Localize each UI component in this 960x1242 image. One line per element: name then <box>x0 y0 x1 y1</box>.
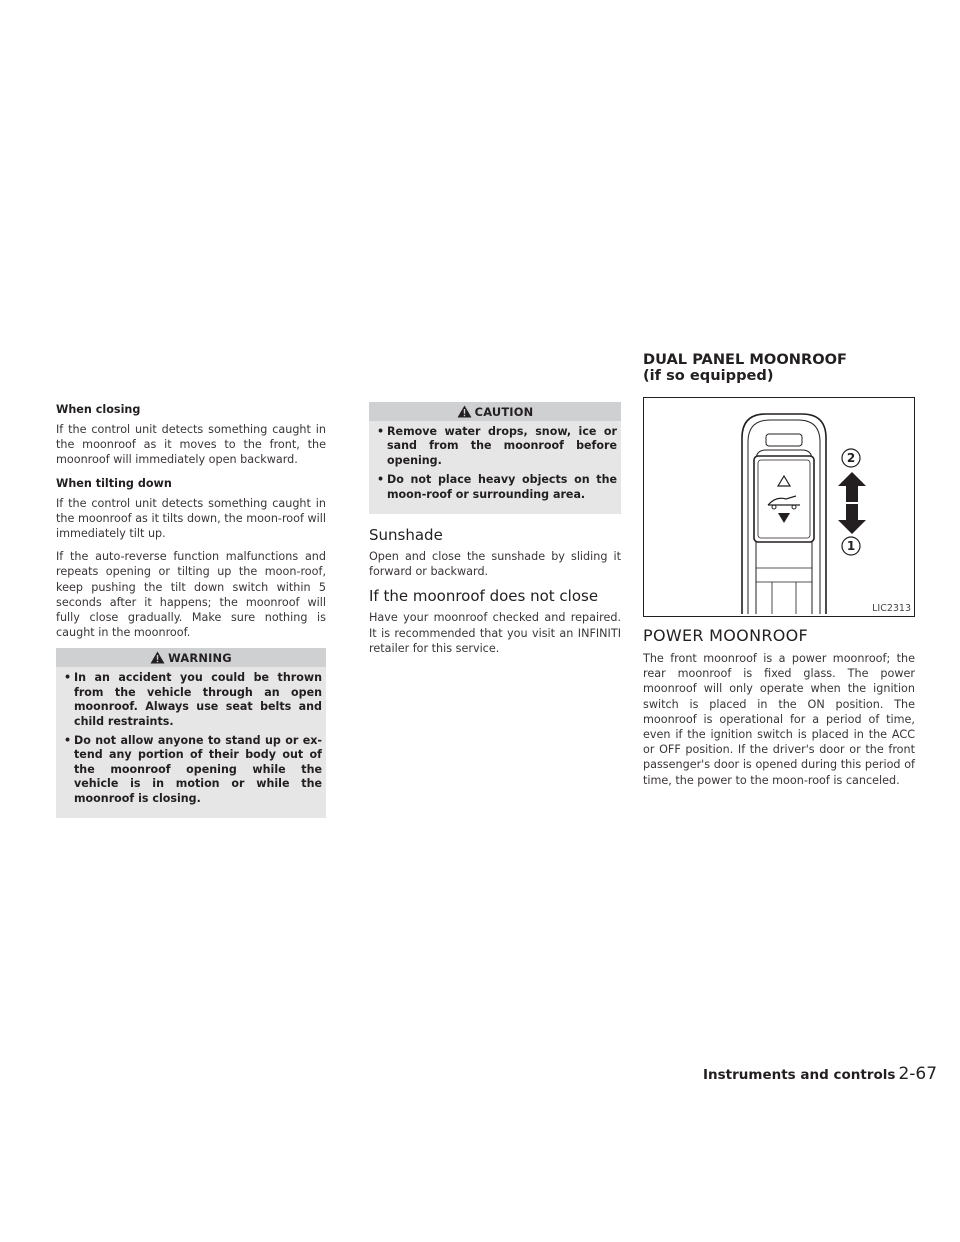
warning-title: WARNING <box>168 650 232 665</box>
sunshade-heading: Sunshade <box>369 526 443 545</box>
caution-header <box>369 402 621 421</box>
warning-item: • In an accident you could be thrown from the vehicle through an open moonroof. Always use seat belts and child restraints. <box>64 671 322 728</box>
middle-column <box>369 402 621 664</box>
power-moonroof-heading: POWER MOONROOF <box>643 626 809 645</box>
page-number: 2-67 <box>898 1064 938 1084</box>
auto-reverse-text: If the auto-reverse function malfunctions and repeats opening or tilting up the moon-roof, keep pushing the tilt down switch within 5 seconds after it happens; the moonroof will fully close gradually. Make sure nothing is caught in the moonroof. <box>56 550 326 640</box>
not-close-text: Have your moonroof checked and repaired. It is recommended that you visit an INFINITI retailer for this service. <box>369 611 621 655</box>
caution-title: CAUTION <box>474 404 534 419</box>
warning-icon <box>150 651 165 664</box>
left-column <box>56 402 326 830</box>
caution-list <box>369 421 621 502</box>
callout-1: 1 <box>846 539 856 553</box>
moonroof-switch-illustration <box>644 398 914 616</box>
when-tilting-text: If the control unit detects something caught in the moonroof as it tilts down, the moon-roof will immediately tilt up. <box>56 496 326 541</box>
moonroof-switch-figure <box>643 397 915 617</box>
sunshade-text: Open and close the sunshade by sliding it forward or backward. <box>369 550 621 579</box>
page-footer <box>703 1064 937 1084</box>
section-title: DUAL PANEL MOONROOF <box>643 351 847 368</box>
caution-item: • Do not place heavy objects on the moon-roof or surrounding area. <box>377 473 617 501</box>
callout-2: 2 <box>846 451 856 465</box>
when-closing-heading: When closing <box>56 403 141 416</box>
power-moonroof-text: The front moonroof is a power moonroof; the rear moonroof is fixed glass. The power moonroof will only operate when the ignition switch is placed in the ON position. The moonroof is operational for a period of time, even if the ignition switch is placed in the ACC or OFF position. If the driver's door or the front passenger's door is opened during this period of time, the power to the moon-roof is canceled. <box>643 652 915 787</box>
right-column <box>643 352 915 796</box>
caution-box <box>369 402 621 514</box>
warning-item: • Do not allow anyone to stand up or ex-tend any portion of their body out of the moonroof opening while the vehicle is in motion or while the moonroof is closing. <box>64 734 322 805</box>
warning-box <box>56 648 326 818</box>
section-subtitle: (if so equipped) <box>643 367 774 384</box>
chapter-label: Instruments and controls <box>703 1067 896 1083</box>
when-closing-text: If the control unit detects something caught in the moonroof as it moves to the front, the moonroof will immediately open backward. <box>56 423 326 467</box>
warning-list <box>56 667 326 806</box>
figure-code: LIC2313 <box>872 603 911 614</box>
warning-header <box>56 648 326 667</box>
caution-item: • Remove water drops, snow, ice or sand from the moonroof before opening. <box>377 425 617 467</box>
not-close-heading: If the moonroof does not close <box>369 587 599 606</box>
caution-icon <box>457 405 472 418</box>
when-tilting-heading: When tilting down <box>56 476 172 490</box>
